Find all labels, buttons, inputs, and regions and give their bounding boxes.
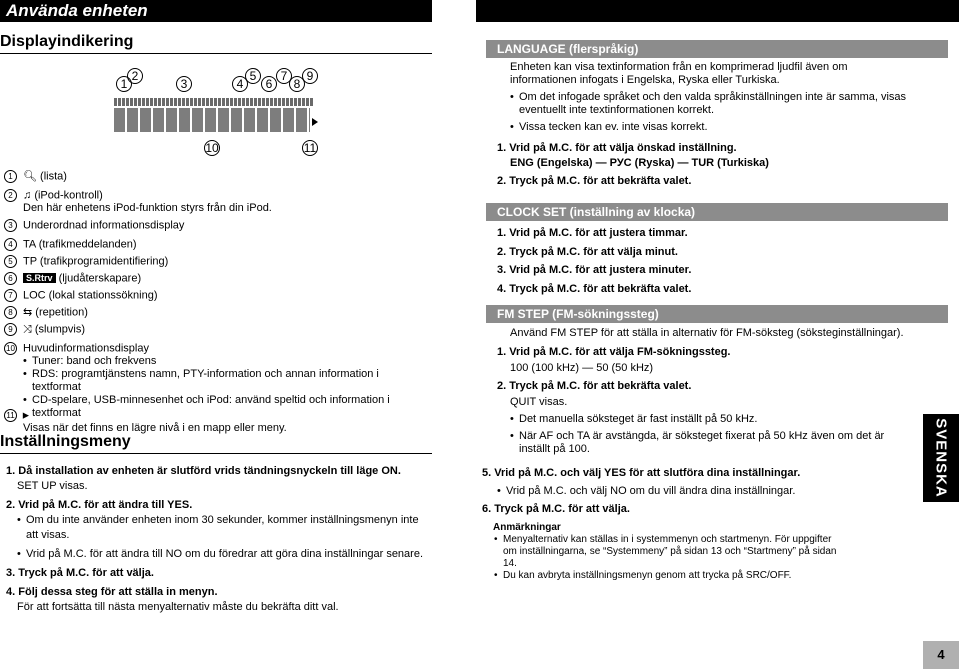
item-number: 10 xyxy=(4,342,17,355)
step-2: 2. Vrid på M.C. för att ändra till YES. xyxy=(6,499,193,511)
callout-9: 9 xyxy=(302,68,318,84)
item-number: 5 xyxy=(4,255,17,268)
settings-steps xyxy=(6,464,426,615)
callout-2: 2 xyxy=(127,68,143,84)
step-6: 6. Tryck på M.C. för att välja. xyxy=(482,503,630,515)
display-title: Displayindikering xyxy=(0,33,134,50)
language-step2: 2. Tryck på M.C. för att bekräfta valet. xyxy=(497,175,692,187)
item-text: LOC (lokal stationssökning) xyxy=(23,289,158,302)
callout-8: 8 xyxy=(289,76,305,92)
item-number: 7 xyxy=(4,289,17,302)
item-number: 11 xyxy=(4,409,17,422)
language-bullets xyxy=(519,91,919,134)
item-text: Underordnad informationsdisplay xyxy=(23,219,185,232)
item-text: TA (trafikmeddelanden) xyxy=(23,238,137,251)
repeat-icon: ⇆ xyxy=(23,306,33,319)
clock-steps xyxy=(497,224,691,298)
title-underline xyxy=(0,53,432,54)
language-section-bar: LANGUAGE (flerspråkig) xyxy=(486,40,948,58)
arrow-icon: ▸ xyxy=(23,409,29,422)
clock-section-bar: CLOCK SET (inställning av klocka) xyxy=(486,203,948,221)
item-number: 2 xyxy=(4,189,17,202)
item-text: (ljudåterskapare) xyxy=(58,272,142,285)
bullet-text: • Vrid på M.C. för att ändra till NO om du föredrar att göra dina inställningar senare. xyxy=(26,547,426,562)
notes-list xyxy=(503,534,843,582)
language-options: ENG (Engelska) — РУС (Ryska) — TUR (Turkiska) xyxy=(510,157,769,169)
callout-3: 3 xyxy=(176,76,192,92)
fmstep-intro: Använd FM STEP för att ställa in alternativ för FM-söksteg (söksteginställningar). xyxy=(510,327,904,339)
step-5-bullet: • Vrid på M.C. och välj NO om du vill ändra dina inställningar. xyxy=(506,485,959,498)
item-text: (lista) xyxy=(40,170,67,183)
item-number: 8 xyxy=(4,306,17,319)
language-side-tab xyxy=(923,414,959,502)
list-item xyxy=(4,219,430,238)
item-number: 4 xyxy=(4,238,17,251)
arrow-indicator-icon xyxy=(312,118,318,126)
list-item xyxy=(4,272,430,289)
lcd-illustration xyxy=(108,66,323,156)
step-3: 3. Tryck på M.C. för att välja. xyxy=(6,567,154,579)
step-5: 5. Vrid på M.C. och välj YES för att slutföra dina inställningar. xyxy=(482,467,801,479)
settings-underline xyxy=(0,453,432,454)
ipod-icon: ♫ xyxy=(23,189,32,202)
callout-6: 6 xyxy=(261,76,277,92)
list-item xyxy=(4,238,430,255)
bullet-text: • Om det infogade språket och den valda språkinställningen inte är samma, visas eventuellt inte textinformationen korrekt. xyxy=(519,91,919,117)
callout-4: 4 xyxy=(232,76,248,92)
fmstep-quit: QUIT visas. xyxy=(510,396,568,408)
item-number: 3 xyxy=(4,219,17,232)
item-number: 9 xyxy=(4,323,17,336)
srtrv-icon: S.Rtrv xyxy=(23,273,56,283)
language-step1: 1. Vrid på M.C. för att välja önskad inställning. xyxy=(497,142,737,154)
item-subtext: Den här enhetens iPod-funktion styrs från din iPod. xyxy=(23,202,272,215)
bullet-text: • CD-spelare, USB-minnesenhet och iPod: använd speltid och information i textformat xyxy=(32,394,430,420)
list-item xyxy=(4,189,430,219)
item-text: TP (trafikprogramidentifiering) xyxy=(23,255,169,268)
bullet-text: • Vissa tecken kan ev. inte visas korrekt. xyxy=(519,121,919,134)
note-text: • Menyalternativ kan ställas in i systemmenyn och startmenyn. För uppgifter om inställningarna, se “Systemmeny” på sidan 13 och “Startmeny” på sidan 14. xyxy=(503,534,843,570)
callout-10: 10 xyxy=(205,141,219,155)
bullet-text: • Tuner: band och frekvens xyxy=(32,355,430,368)
list-item xyxy=(4,170,430,189)
callout-11: 11 xyxy=(303,141,317,155)
note-text: • Du kan avbryta inställningsmenyn genom att trycka på SRC/OFF. xyxy=(503,570,843,582)
bullet-text: • Det manuella söksteget är fast inställt på 50 kHz. xyxy=(519,413,899,426)
item-subtext: Visas när det finns en lägre nivå i en mapp eller meny. xyxy=(23,422,287,435)
bullet-text: • Om du inte använder enheten inom 30 sekunder, kommer inställningsmenyn inte att visas. xyxy=(26,513,426,543)
language-intro: Enheten kan visa textinformation från en komprimerad ljudfil även om informationen infogats i Engelska, Ryska eller Turkiska. xyxy=(510,61,848,86)
fmstep-step2: 2. Tryck på M.C. för att bekräfta valet. xyxy=(497,380,692,392)
callout-7: 7 xyxy=(276,68,292,84)
chapter-header: Använda enheten xyxy=(0,0,432,22)
clock-step: 2. Tryck på M.C. för att välja minut. xyxy=(497,245,678,258)
list-item xyxy=(4,289,430,306)
bullet-text: • RDS: programtjänstens namn, PTY-information och annan information i textformat xyxy=(32,368,430,394)
notes-title: Anmärkningar xyxy=(493,522,561,533)
callout-1: 1 xyxy=(116,76,132,92)
shuffle-icon: ⤨ xyxy=(23,323,32,336)
list-item xyxy=(4,255,430,272)
list-item xyxy=(4,306,430,323)
bullet-text: • När AF och TA är avstängda, är söksteget fixerat på 50 kHz även om det är inställt på 100. xyxy=(519,430,899,456)
item-number: 1 xyxy=(4,170,17,183)
fmstep-bullets xyxy=(519,413,899,456)
clock-step: 1. Vrid på M.C. för att justera timmar. xyxy=(497,227,688,239)
sub-display-segments xyxy=(114,98,314,106)
step-4: 4. Följ dessa steg för att ställa in menyn. xyxy=(6,586,218,598)
clock-step: 3. Vrid på M.C. för att justera minuter. xyxy=(497,264,692,276)
item-text: (slumpvis) xyxy=(34,323,85,336)
side-tab-label: SVENSKA xyxy=(932,418,950,498)
main-display-segments xyxy=(114,108,310,132)
step-4-extra: För att fortsätta till nästa menyalternativ måste du bekräfta ditt val. xyxy=(17,601,339,613)
step-1-extra: SET UP visas. xyxy=(17,480,88,492)
item-number: 6 xyxy=(4,272,17,285)
callout-5: 5 xyxy=(245,68,261,84)
list-item xyxy=(4,323,430,342)
right-header-bar xyxy=(476,0,959,22)
clock-step: 4. Tryck på M.C. för att bekräfta valet. xyxy=(497,282,692,295)
fmstep-options: 100 (100 kHz) — 50 (50 kHz) xyxy=(510,362,654,374)
settings-title: Inställningsmeny xyxy=(0,433,131,450)
fmstep-section-bar: FM STEP (FM-sökningssteg) xyxy=(486,305,948,323)
item-text: Huvudinformationsdisplay xyxy=(23,342,149,355)
item-text: (iPod-kontroll) xyxy=(34,189,103,202)
search-icon: 🔍︎ xyxy=(23,170,37,183)
step-1: 1. Då installation av enheten är slutförd vrids tändningsnyckeln till läge ON. xyxy=(6,465,401,477)
indicator-list xyxy=(4,170,430,439)
item-text: (repetition) xyxy=(35,306,88,319)
fmstep-step1: 1. Vrid på M.C. för att välja FM-sökningssteg. xyxy=(497,346,731,358)
page-number: 4 xyxy=(923,641,959,669)
